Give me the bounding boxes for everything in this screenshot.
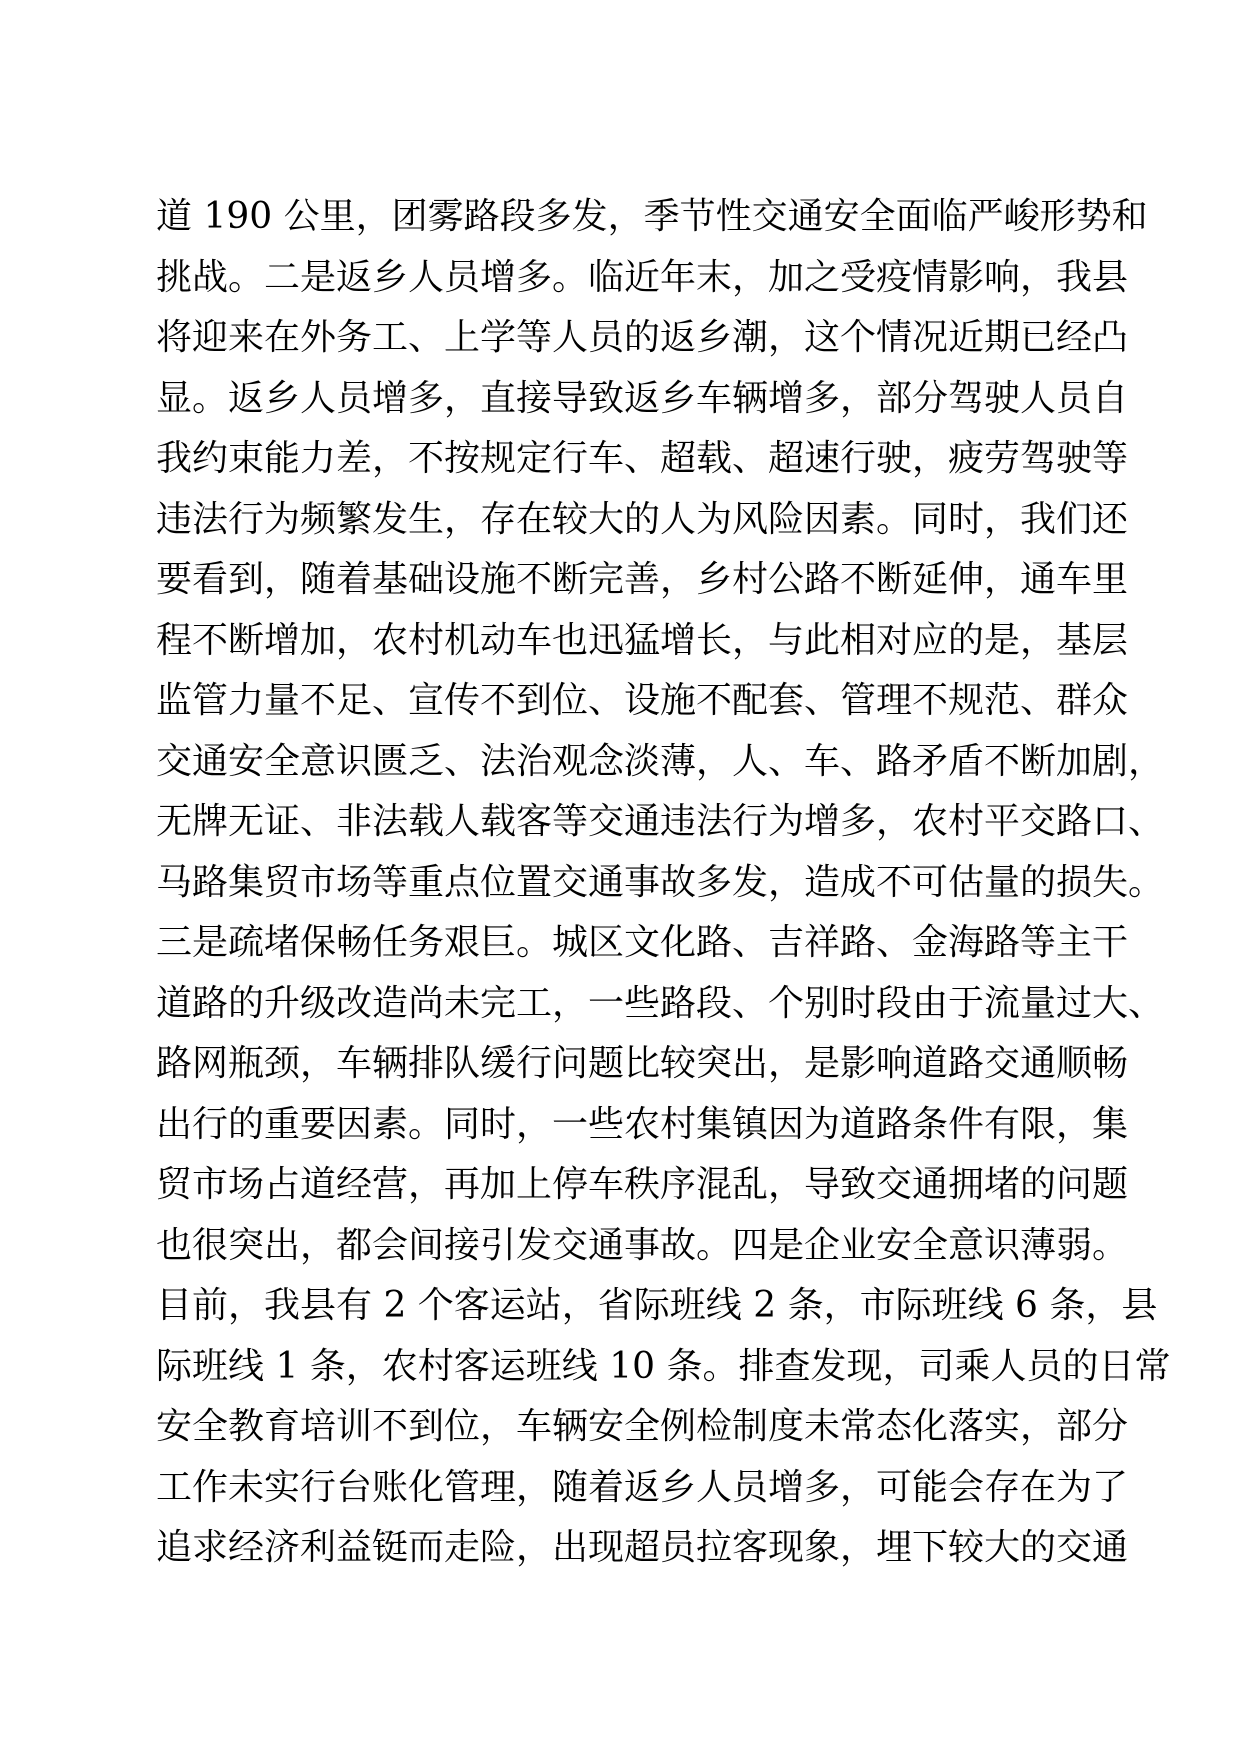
- text-line: 追求经济利益铤而走险，出现超员拉客现象，埋下较大的交通: [156, 1527, 1129, 1568]
- text-line: 道路的升级改造尚未完工，一些路段、个别时段由于流量过大、: [156, 982, 1165, 1024]
- text-line: 出行的重要因素。同时，一些农村集镇因为道路条件有限，集: [156, 1103, 1129, 1145]
- text-line: 监管力量不足、宣传不到位、设施不配套、管理不规范、群众: [156, 680, 1129, 721]
- body-paragraph: [156, 187, 1171, 1579]
- text-line: 要看到，随着基础设施不断完善，乡村公路不断延伸，通车里: [156, 559, 1129, 600]
- text-line: 三是疏堵保畅任务艰巨。城区文化路、吉祥路、金海路等主干: [156, 922, 1129, 963]
- text-line: 安全教育培训不到位，车辆安全例检制度未常态化落实，部分: [156, 1406, 1129, 1447]
- text-line: 显。返乡人员增多，直接导致返乡车辆增多，部分驾驶人员自: [156, 377, 1129, 419]
- text-line: 工作未实行台账化管理，随着返乡人员增多，可能会存在为了: [156, 1466, 1129, 1508]
- text-line: 违法行为频繁发生，存在较大的人为风险因素。同时，我们还: [156, 498, 1129, 540]
- text-line: 挑战。二是返乡人员增多。临近年末，加之受疫情影响，我县: [156, 256, 1129, 298]
- text-line: 我约束能力差，不按规定行车、超载、超速行驶，疲劳驾驶等: [156, 438, 1129, 479]
- text-line: 将迎来在外务工、上学等人员的返乡潮，这个情况近期已经凸: [156, 317, 1129, 358]
- text-line: 目前，我县有 2 个客运站，省际班线 2 条，市际班线 6 条，县: [156, 1285, 1158, 1326]
- text-line: 道 190 公里，团雾路段多发，季节性交通安全面临严峻形势和: [156, 196, 1148, 237]
- text-line: 贸市场占道经营，再加上停车秩序混乱，导致交通拥堵的问题: [156, 1164, 1129, 1205]
- text-line: 无牌无证、非法载人载客等交通违法行为增多，农村平交路口、: [156, 801, 1165, 842]
- text-line: 马路集贸市场等重点位置交通事故多发，造成不可估量的损失。: [156, 861, 1165, 903]
- text-line: 也很突出，都会间接引发交通事故。四是企业安全意识薄弱。: [156, 1224, 1129, 1266]
- text-line: 交通安全意识匮乏、法治观念淡薄，人、车、路矛盾不断加剧，: [156, 740, 1165, 782]
- text-line: 程不断增加，农村机动车也迅猛增长，与此相对应的是，基层: [156, 619, 1129, 661]
- text-line: 路网瓶颈，车辆排队缓行问题比较突出，是影响道路交通顺畅: [156, 1043, 1129, 1084]
- text-line: 际班线 1 条，农村客运班线 10 条。排查发现，司乘人员的日常: [156, 1345, 1171, 1387]
